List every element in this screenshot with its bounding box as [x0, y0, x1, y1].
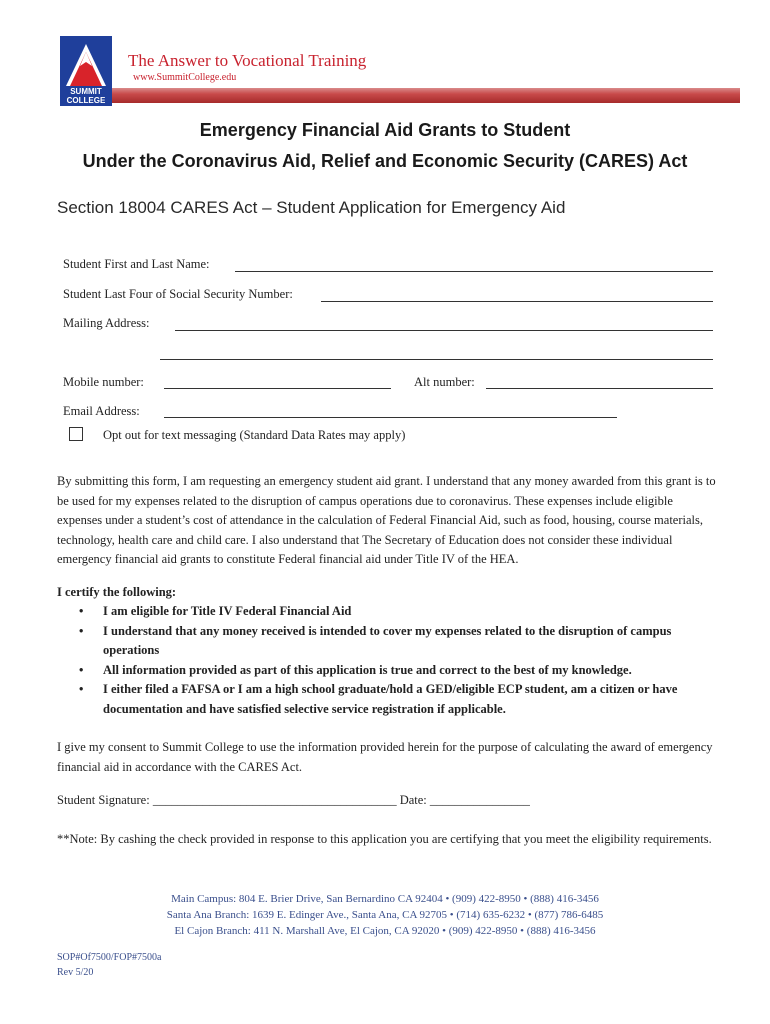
opt-out-label: Opt out for text messaging (Standard Data Rates may apply): [103, 428, 406, 442]
document-id: [57, 950, 161, 980]
website-link[interactable]: www.SummitCollege.edu: [133, 72, 237, 83]
certify-list: [57, 602, 727, 719]
bullet-icon: •: [79, 682, 84, 696]
consent-paragraph: I give my consent to Summit College to use the information provided herein for the purpose of calculating the award of emergency financial aid in accordance with the CARES Act.: [57, 740, 713, 774]
footer-main-campus: Main Campus: 804 E. Brier Drive, San Bernardino CA 92404 • (909) 422-8950 • (888) 416-3456: [171, 893, 599, 905]
subtitle: Section 18004 CARES Act – Student Application for Emergency Aid: [57, 198, 566, 217]
ssn-label: Student Last Four of Social Security Number:: [63, 287, 293, 301]
signature-date-line[interactable]: Student Signature: _______________________________________ Date: ________________: [57, 793, 530, 807]
certify-item: • All information provided as part of this application is true and correct to the best of my knowledge.: [57, 661, 727, 681]
sop-number: SOP#Of7500/FOP#7500a: [57, 952, 162, 963]
footer-el-cajon: El Cajon Branch: 411 N. Marshall Ave, El Cajon, CA 92020 • (909) 422-8950 • (888) 416-3456: [174, 925, 596, 937]
address-field-line-2[interactable]: [160, 359, 713, 360]
name-label: Student First and Last Name:: [63, 257, 210, 271]
bullet-icon: •: [79, 623, 84, 638]
logo-text-college: COLLEGE: [66, 96, 106, 105]
address-field-line-1[interactable]: [175, 330, 713, 331]
mobile-field[interactable]: [164, 388, 391, 389]
opt-out-checkbox[interactable]: [69, 427, 83, 441]
alt-number-field[interactable]: [486, 388, 713, 389]
email-label: Email Address:: [63, 404, 140, 418]
mobile-label: Mobile number:: [63, 375, 144, 389]
email-field[interactable]: [164, 417, 617, 418]
address-label: Mailing Address:: [63, 316, 150, 330]
request-paragraph: By submitting this form, I am requesting an emergency student aid grant. I understand that any money awarded from this grant is to be used for my expenses related to the disruption of campus operations due to coronavirus. These expenses include eligible expenses under a student’s cost of attendance in the calculation of Federal Financial Aid, such as food, housing, course materials, technology, health care and child care. I also understand that The Secretary of Education does not consider these individual emergency financial aid grants to constitute Federal financial aid under Title IV of the HEA.: [57, 474, 716, 566]
logo-text-summit: SUMMIT: [70, 87, 102, 96]
certify-item: • I either filed a FAFSA or I am a high school graduate/hold a GED/eligible ECP student, am a citizen or have documentation and have satisfied selective service registration if applicable.: [79, 682, 678, 716]
bullet-icon: •: [79, 604, 84, 618]
bullet-icon: •: [79, 662, 84, 677]
title-line-2: Under the Coronavirus Aid, Relief and Economic Security (CARES) Act: [82, 151, 688, 171]
revision: Rev 5/20: [57, 967, 94, 978]
certify-heading: I certify the following:: [57, 585, 177, 599]
header-divider-bar: [112, 88, 740, 103]
summit-college-logo: [60, 36, 112, 106]
certify-item: • I am eligible for Title IV Federal Financial Aid: [57, 602, 727, 622]
name-field[interactable]: [235, 271, 713, 272]
ssn-field[interactable]: [321, 301, 713, 302]
certify-item: • I understand that any money received is intended to cover my expenses related to the disruption of campus operations: [79, 623, 672, 657]
alt-number-label: Alt number:: [414, 375, 475, 389]
title-line-1: Emergency Financial Aid Grants to Student: [199, 120, 571, 140]
footer-santa-ana: Santa Ana Branch: 1639 E. Edinger Ave., Santa Ana, CA 92705 • (714) 635-6232 • (877) 786-6485: [166, 909, 604, 921]
note-paragraph: **Note: By cashing the check provided in response to this application you are certifying that you meet the eligibility requirements.: [57, 832, 712, 846]
tagline: The Answer to Vocational Training: [128, 51, 367, 70]
